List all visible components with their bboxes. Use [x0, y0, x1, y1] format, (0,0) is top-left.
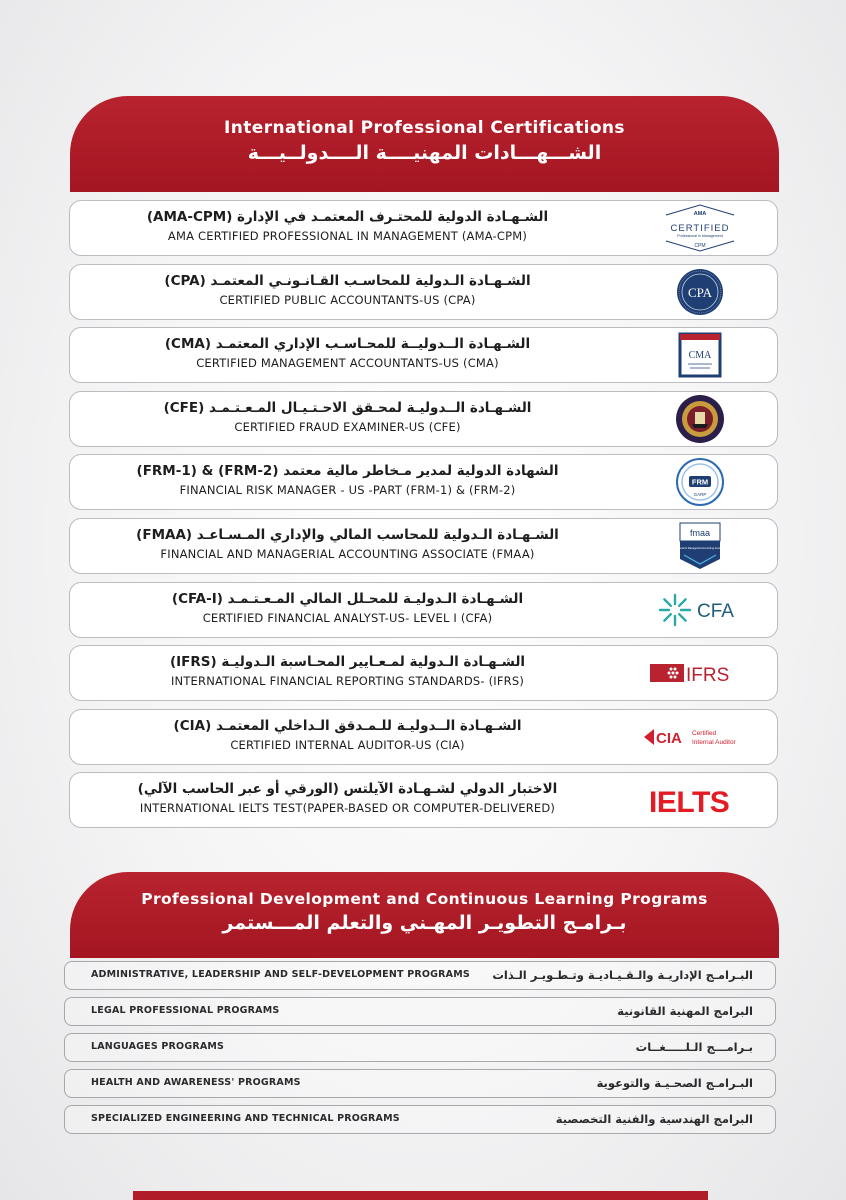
cert-item-fmaa[interactable]	[69, 518, 778, 574]
program-title-ar: البرامج المهنية القانونية	[617, 1004, 753, 1018]
cert-title-en: CERTIFIED PUBLIC ACCOUNTANTS-US (CPA)	[219, 292, 476, 307]
cert-item-ama-cpm[interactable]	[69, 200, 778, 256]
cert-item-cfe[interactable]	[69, 391, 778, 447]
ielts-logo	[630, 775, 770, 825]
cert-title-en: CERTIFIED INTERNAL AUDITOR-US (CIA)	[230, 737, 465, 752]
ama-cpm-logo	[630, 203, 770, 253]
cert-title-ar: الاختبار الدولي لشـهـادة الآيلتس (الورقي أو عبر الحاسب الآلي)	[137, 781, 558, 798]
program-item[interactable]	[64, 997, 776, 1026]
cia-logo-internal-auditor: Internal Auditor	[692, 738, 736, 746]
program-title-ar: البـرامـج الصحـيـة والتوعوية	[596, 1076, 753, 1090]
cert-title-ar: الشـهـادة الـدولية لمـعـايير المحـاسبة الـدوليـة (IFRS)	[169, 654, 526, 671]
cma-logo-text: CMA	[688, 350, 712, 362]
cert-title-ar: الشـهـادة الــدوليـة لمحـقق الاحـتـيـال المـعـتـمـد (CFE)	[163, 399, 532, 416]
program-list	[64, 961, 776, 1141]
program-title-en: LEGAL PROFESSIONAL PROGRAMS	[91, 1005, 280, 1016]
cert-title-en: FINANCIAL RISK MANAGER - US -PART (FRM-1) & (FRM-2)	[179, 483, 516, 498]
cfa-logo-text: CFA	[697, 600, 734, 622]
cert-title-en: CERTIFIED FINANCIAL ANALYST-US- LEVEL I (CFA)	[202, 610, 493, 625]
cpa-logo	[630, 267, 770, 317]
ifrs-logo-text: IFRS	[686, 665, 730, 687]
ifrs-logo	[630, 648, 770, 698]
certifications-banner	[70, 96, 779, 192]
fmaa-logo-subtitle: Financial & Managerial Accounting Associate	[674, 546, 726, 550]
program-title-ar: البـرامـج الإداريـة والـقـيـاديـة وتـطـويـر الـذات	[492, 968, 753, 982]
cert-item-cma[interactable]	[69, 327, 778, 383]
ama-cpm-logo-cpm: CPM	[694, 243, 706, 249]
program-title-en: ADMINISTRATIVE, LEADERSHIP AND SELF-DEVELOPMENT PROGRAMS	[91, 969, 470, 980]
program-item[interactable]	[64, 1033, 776, 1062]
programs-title-ar: بـرامـج التطويـر المهـني والتعلم المـــستمر	[222, 912, 627, 934]
cert-item-ifrs[interactable]	[69, 645, 778, 701]
ama-cpm-logo-text: CERTIFIED	[670, 223, 730, 234]
cert-item-cia[interactable]	[69, 709, 778, 765]
frm-logo-org: GARP	[693, 492, 707, 498]
cma-logo	[630, 330, 770, 380]
frm-logo-text: FRM	[691, 477, 709, 487]
fmaa-logo	[630, 521, 770, 571]
cert-title-en: AMA CERTIFIED PROFESSIONAL IN MANAGEMENT (AMA-CPM)	[167, 229, 528, 243]
cert-item-frm[interactable]	[69, 454, 778, 510]
cert-title-ar: الشـهـادة الــدوليــة للمحـاسـب الإداري المعتمـد (CMA)	[164, 336, 531, 353]
cpa-logo-text: CPA	[687, 284, 713, 300]
cert-title-ar: الشهادة الدولية لمدير مـخاطر مالية معتمد (FRM-2) & (FRM-1)	[136, 463, 559, 480]
fmaa-logo-text: fmaa	[689, 527, 711, 538]
program-title-ar: البرامج الهندسية والفنية التخصصية	[555, 1112, 753, 1126]
cfe-logo	[630, 394, 770, 444]
program-title-en: SPECIALIZED ENGINEERING AND TECHNICAL PROGRAMS	[91, 1113, 400, 1124]
programs-title-en: Professional Development and Continuous Learning Programs	[141, 890, 708, 908]
cia-logo-certified: Certified	[692, 729, 717, 737]
frm-logo	[630, 457, 770, 507]
ama-cpm-logo-subtitle: Professional in Management	[677, 234, 723, 238]
programs-banner	[70, 872, 779, 958]
program-item[interactable]	[64, 961, 776, 990]
cert-item-cpa[interactable]	[69, 264, 778, 320]
cert-title-en: CERTIFIED MANAGEMENT ACCOUNTANTS-US (CMA)	[196, 356, 499, 371]
cert-title-en: FINANCIAL AND MANAGERIAL ACCOUNTING ASSOCIATE (FMAA)	[160, 546, 535, 561]
cia-logo	[630, 712, 770, 762]
cert-title-ar: الشـهـادة الـدوليـة للمحـلل المالي المـعـتـمـد (CFA-I)	[171, 590, 524, 607]
certification-list	[69, 200, 778, 836]
footer-bar	[133, 1191, 708, 1200]
cert-item-ielts[interactable]	[69, 772, 778, 828]
program-item[interactable]	[64, 1105, 776, 1134]
cert-title-en: CERTIFIED FRAUD EXAMINER-US (CFE)	[234, 419, 461, 434]
certifications-title-ar: الشـــهـــادات المهنيــــة الــــدولــيـــة	[247, 142, 602, 164]
program-title-ar: بـرامـــج الـلـــــغــات	[635, 1040, 753, 1054]
ielts-logo-text: IELTS	[649, 786, 730, 820]
cert-title-en: INTERNATIONAL IELTS TEST(PAPER-BASED OR COMPUTER-DELIVERED)	[139, 801, 556, 816]
cfa-logo	[630, 585, 770, 635]
cert-item-cfa[interactable]	[69, 582, 778, 638]
program-title-en: HEALTH AND AWARENESS' PROGRAMS	[91, 1077, 301, 1088]
cert-title-ar: الشـهـادة الـدولية للمحاسـب القـانـونـي المعتمـد (CPA)	[164, 272, 531, 289]
cert-title-ar: الشـهـادة الدولية للمحتـرف المعتمـد في الإدارة (AMA-CPM)	[146, 209, 549, 225]
cert-title-ar: الشـهـادة الــدوليـة للـمـدقق الـداخلي المعتمـد (CIA)	[173, 717, 522, 734]
cert-title-en: INTERNATIONAL FINANCIAL REPORTING STANDARDS- (IFRS)	[170, 674, 525, 689]
certifications-title-en: International Professional Certifications	[224, 118, 625, 138]
program-item[interactable]	[64, 1069, 776, 1098]
cia-logo-text: CIA	[656, 729, 682, 747]
cert-title-ar: الشـهـادة الـدولية للمحاسب المالي والإداري المـسـاعـد (FMAA)	[136, 526, 559, 543]
program-title-en: LANGUAGES PROGRAMS	[91, 1041, 225, 1052]
ama-cpm-logo-org: AMA	[693, 211, 707, 217]
